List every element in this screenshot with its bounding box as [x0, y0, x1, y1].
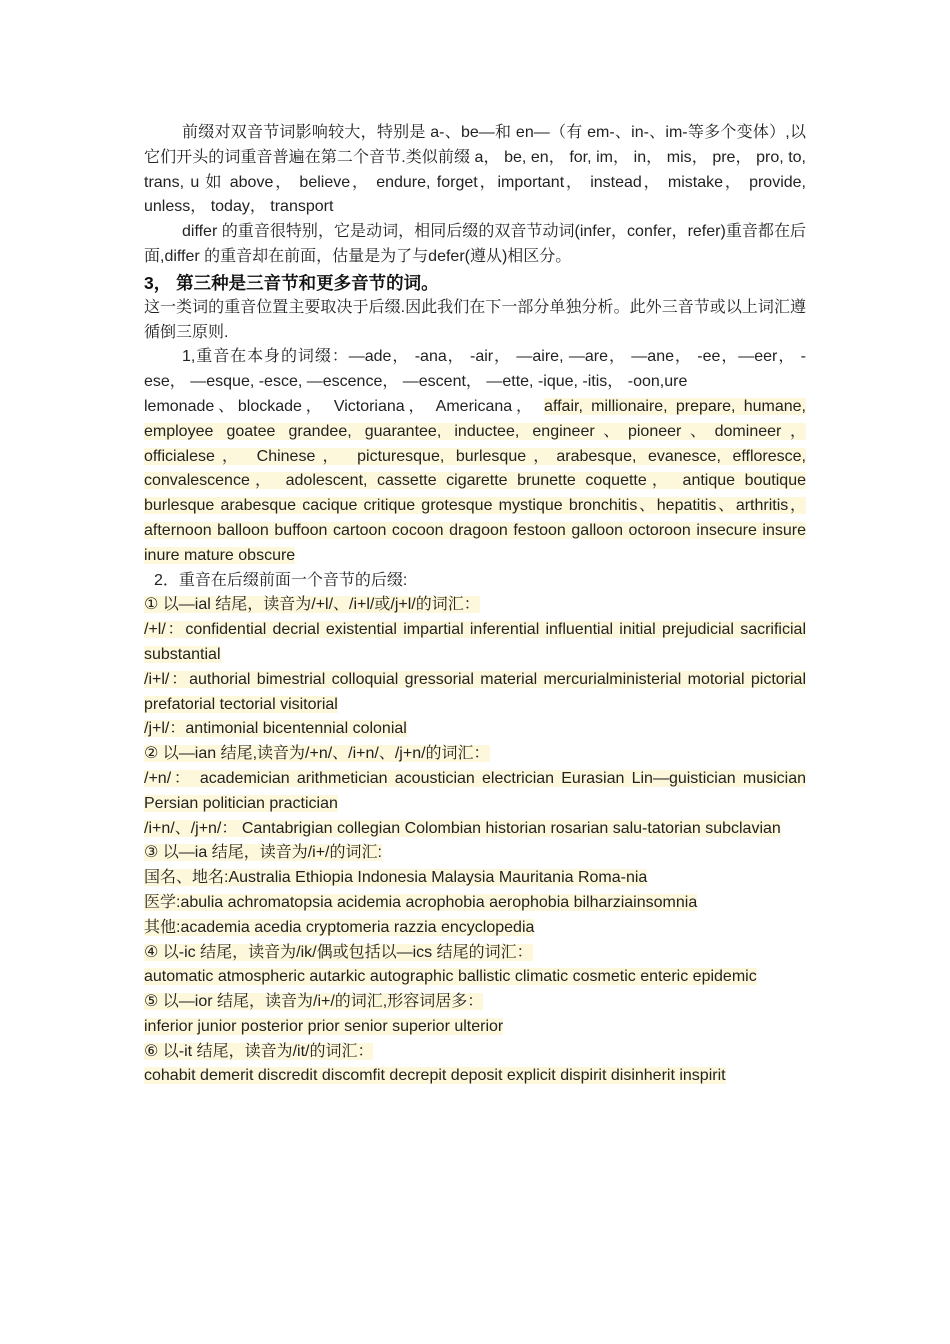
- item-ian-n: /+n/： academician arithmetician acoustician electrician Eurasian Lin—guistician musician Persian politician practician: [144, 769, 806, 812]
- item-it-words: cohabit demerit discredit discomfit decrepit deposit explicit dispirit disinherit inspirit: [144, 1067, 726, 1085]
- item-ian-in-jn: /i+n/、/j+n/： Cantabrigian collegian Colombian historian rosarian salu-tatorian subclavian: [144, 819, 781, 837]
- item-ior-words: inferior junior posterior prior senior superior ulterior: [144, 1017, 504, 1035]
- document-body: [144, 121, 806, 1089]
- example-words-highlighted: affair, millionaire, prepare, humane, employee goatee grandee, guarantee, inductee, engineer、pioneer、domineer， officialese， Chinese， picturesque, burlesque，arabesque, evanesce, effloresce, convalescence， adolescent, cassette cigarette brunette coquette， antique boutique burlesque arabesque cacique critique grotesque mystique bronchitis、hepatitis、arthritis， afternoon balloon buffoon cartoon cocoon dragoon festoon galloon octoroon insecure insure inure mature obscure: [144, 397, 807, 564]
- paragraph-differ: differ 的重音很特别，它是动词，相同后缀的双音节动词(infer，confer，refer)重音都在后面,differ 的重音却在前面，估量是为了与defer(遵从)相区分。: [144, 223, 806, 265]
- section-heading-3: 3， 第三种是三音节和更多音节的词。: [144, 272, 439, 293]
- item-ic-heading: ④ 以-ic 结尾，读音为/ik/偶或包括以—ics 结尾的词汇：: [144, 943, 533, 961]
- item-ia-other: 其他:academia acedia cryptomeria razzia encyclopedia: [144, 918, 535, 936]
- example-words-plain: lemonade、blockade， Victoriana， Americana，: [144, 397, 545, 415]
- item-ial-jl: /j+l/：antimonial bicentennial colonial: [144, 720, 407, 738]
- paragraph-pre-suffix-stress: 2．重音在后缀前面一个音节的后缀:: [154, 571, 408, 589]
- item-ial-l: /+l/：confidential decrial existential impartial inferential influential initial prejudicial sacrificial substantial: [144, 621, 806, 663]
- paragraph-prefix: 前缀对双音节词影响较大，特别是 a-、be—和 en—（有 em-、in-、im-等多个变体）,以它们开头的词重音普遍在第二个音节.类似前缀 a， be, en， for, im， in， mis， pre， pro, to, trans, u 如 above， believe， endure, forget，important， instead， mistake， provide, unless， today， transport: [144, 124, 806, 216]
- item-ior-heading: ⑤ 以—ior 结尾，读音为/i+/的词汇,形容词居多：: [144, 993, 484, 1011]
- item-ia-medicine: 医学:abulia achromatopsia acidemia acrophobia aerophobia bilharziainsomnia: [144, 893, 698, 911]
- item-ic-words: automatic atmospheric autarkic autographic ballistic climatic cosmetic enteric epidemic: [144, 968, 757, 986]
- item-it-heading: ⑥ 以-it 结尾，读音为/it/的词汇：: [144, 1042, 374, 1060]
- item-ia-places: 国名、地名:Australia Ethiopia Indonesia Malaysia Mauritania Roma-nia: [144, 869, 648, 887]
- item-ial-heading: ① 以—ial 结尾，读音为/+l/、/i+l/或/j+l/的词汇：: [144, 596, 480, 614]
- paragraph-example-words: [144, 395, 806, 569]
- item-ian-heading: ② 以—ian 结尾,读音为/+n/、/i+n/、/j+n/的词汇：: [144, 745, 490, 763]
- paragraph-three-syllable: 这一类词的重音位置主要取决于后缀.因此我们在下一部分单独分析。此外三音节或以上词汇遵循倒三原则.: [144, 298, 806, 341]
- paragraph-self-stress-affixes: 1,重音在本身的词缀：—ade， -ana， -air， —aire, —are， —ane， -ee，—eer， -ese， —esque, -esce, —escence， —escent， —ette, -ique, -itis， -oon,ure: [144, 348, 806, 391]
- item-ial-il: /i+l/：authorial bimestrial colloquial gressorial material mercurialministerial motorial pictorial prefatorial tectorial visitorial: [144, 670, 806, 713]
- item-ia-heading: ③ 以—ia 结尾，读音为/i+/的词汇:: [144, 844, 382, 862]
